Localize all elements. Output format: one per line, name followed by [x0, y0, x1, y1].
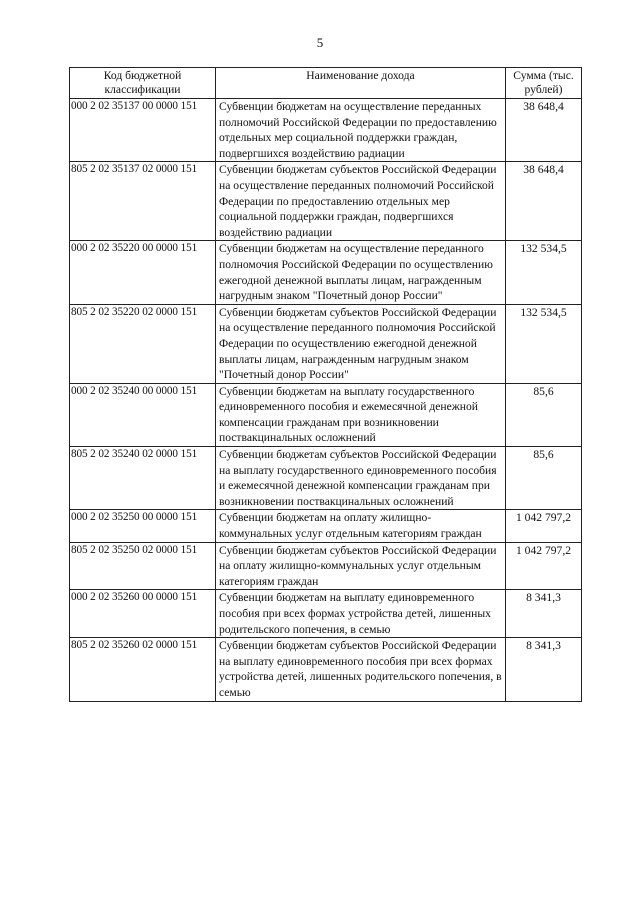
- row-sum: 132 534,5: [506, 241, 582, 304]
- row-code: 805 2 02 35137 02 0000 151: [70, 162, 216, 241]
- row-code: 805 2 02 35240 02 0000 151: [70, 447, 216, 510]
- row-name: Субвенции бюджетам на осуществление переданного полномочия Российской Федерации по осуществлению ежегодной денежной выплаты лицам, награжденным нагрудным знаком "Почетный донор России": [216, 241, 506, 304]
- row-name: Субвенции бюджетам на выплату государственного единовременного пособия и ежемесячной денежной компенсации гражданам при возникновении поствакцинальных осложнений: [216, 383, 506, 446]
- row-sum: 38 648,4: [506, 99, 582, 162]
- header-name: Наименование дохода: [216, 68, 506, 99]
- row-name: Субвенции бюджетам субъектов Российской Федерации на осуществление переданного полномочия Российской Федерации по осуществлению ежегодной денежной выплаты лицам, награжденным нагрудным знаком "Почетный донор России": [216, 304, 506, 383]
- row-sum: 85,6: [506, 447, 582, 510]
- row-name: Субвенции бюджетам на выплату единовременного пособия при всех формах устройства детей, лишенных родительского попечения, в семью: [216, 590, 506, 638]
- table-row: [70, 638, 582, 701]
- row-code: 000 2 02 35260 00 0000 151: [70, 590, 216, 638]
- row-code: 000 2 02 35250 00 0000 151: [70, 510, 216, 542]
- header-code: Код бюджетной классификации: [70, 68, 216, 99]
- row-sum: 8 341,3: [506, 590, 582, 638]
- row-name: Субвенции бюджетам на оплату жилищно-коммунальных услуг отдельным категориям граждан: [216, 510, 506, 542]
- header-sum: Сумма (тыс. рублей): [506, 68, 582, 99]
- table-row: [70, 304, 582, 383]
- row-sum: 132 534,5: [506, 304, 582, 383]
- row-sum: 1 042 797,2: [506, 542, 582, 590]
- row-name: Субвенции бюджетам субъектов Российской Федерации на оплату жилищно-коммунальных услуг отдельным категориям граждан: [216, 542, 506, 590]
- row-code: 805 2 02 35220 02 0000 151: [70, 304, 216, 383]
- row-name: Субвенции бюджетам на осуществление переданных полномочий Российской Федерации по предоставлению отдельных мер социальной поддержки граждан, подвергшихся воздействию радиации: [216, 99, 506, 162]
- page-number: 5: [316, 35, 324, 50]
- row-code: 000 2 02 35220 00 0000 151: [70, 241, 216, 304]
- table-row: [70, 590, 582, 638]
- row-sum: 1 042 797,2: [506, 510, 582, 542]
- row-code: 805 2 02 35250 02 0000 151: [70, 542, 216, 590]
- table-row: [70, 241, 582, 304]
- table-row: [70, 99, 582, 162]
- table-row: [70, 383, 582, 446]
- row-sum: 8 341,3: [506, 638, 582, 701]
- table-row: [70, 542, 582, 590]
- row-code: 000 2 02 35240 00 0000 151: [70, 383, 216, 446]
- row-sum: 38 648,4: [506, 162, 582, 241]
- row-name: Субвенции бюджетам субъектов Российской Федерации на осуществление переданных полномочий Российской Федерации по предоставлению отдельных мер социальной поддержки граждан, подвергшихся воздействию радиации: [216, 162, 506, 241]
- row-code: 000 2 02 35137 00 0000 151: [70, 99, 216, 162]
- table-row: [70, 162, 582, 241]
- table-row: [70, 510, 582, 542]
- table-header-row: [70, 68, 582, 99]
- revenue-table: [69, 67, 582, 702]
- row-name: Субвенции бюджетам субъектов Российской Федерации на выплату единовременного пособия при всех формах устройства детей, лишенных родительского попечения, в семью: [216, 638, 506, 701]
- row-sum: 85,6: [506, 383, 582, 446]
- row-name: Субвенции бюджетам субъектов Российской Федерации на выплату государственного единовременного пособия и ежемесячной денежной компенсации гражданам при возникновении поствакцинальных осложнений: [216, 447, 506, 510]
- row-code: 805 2 02 35260 02 0000 151: [70, 638, 216, 701]
- table-row: [70, 447, 582, 510]
